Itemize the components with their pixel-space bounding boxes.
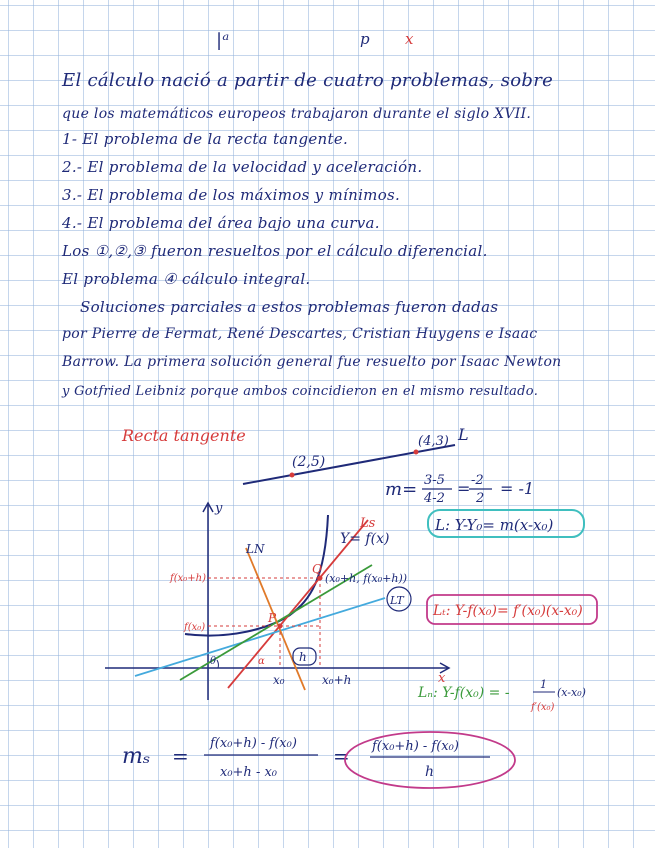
slope-den2: 2	[476, 491, 485, 506]
tangent-line-label: LT	[390, 594, 404, 607]
normal-frac-num: 1	[540, 678, 547, 691]
normal-eq-prefix: Lₙ: Y-f(x₀) = -	[418, 685, 510, 701]
formula-lhs: mₛ	[122, 744, 151, 769]
angle-b: α	[258, 656, 265, 667]
point-q: Q	[312, 562, 322, 576]
text-line-6: 4.- El problema del área bajo una curva.	[62, 214, 380, 232]
top-fragment-right: x	[405, 30, 414, 48]
formula-den: x₀+h - x₀	[220, 765, 278, 780]
top-fragment-middle: p	[360, 30, 370, 48]
curve-label: Y= f(x)	[340, 531, 390, 547]
y-label-top: f(x₀+h)	[170, 573, 206, 584]
text-line-9: Soluciones parciales a estos problemas fueron dadas	[80, 298, 499, 316]
axis-x-label: x	[438, 671, 446, 686]
x0h-label: x₀+h	[322, 673, 352, 687]
top-fragment-left: |ᵃ	[216, 30, 230, 51]
text-line-2: que los matemáticos europeos trabajaron durante el siglo XVII.	[62, 106, 532, 122]
text-line-8: El problema ④ cálculo integral.	[62, 270, 311, 288]
text-line-7: Los ①,②,③ fueron resueltos por el cálculo diferencial.	[62, 242, 488, 260]
slope-m: m=	[385, 479, 418, 500]
normal-frac-den: f′(x₀)	[531, 702, 555, 713]
formula-eq2: =	[333, 744, 350, 768]
normal-eq-suffix: (x-x₀)	[557, 686, 586, 699]
slope-den: 4-2	[424, 491, 445, 506]
formula-boxed-den: h	[425, 764, 435, 780]
formula-eq: =	[172, 744, 189, 768]
diagram-title: Recta tangente	[122, 426, 246, 445]
point-b-label: (4,3)	[418, 434, 449, 449]
y-label-bottom: f(x₀)	[184, 622, 206, 633]
formula-num: f(x₀+h) - f(x₀)	[210, 736, 297, 751]
slope-num2: -2	[471, 473, 484, 488]
secant-label: Ls	[360, 516, 376, 531]
angle-a: θ	[210, 656, 217, 667]
formula-boxed-num: f(x₀+h) - f(x₀)	[372, 739, 459, 754]
point-a-dot	[290, 473, 295, 478]
point-a-label: (2,5)	[292, 454, 326, 470]
point-p-dot	[278, 624, 283, 629]
point-q-dot	[318, 576, 323, 581]
point-q-coords: (x₀+h, f(x₀+h))	[325, 572, 408, 585]
text-line-10: por Pierre de Fermat, René Descartes, Cristian Huygens e Isaac	[62, 326, 538, 342]
text-line-11: Barrow. La primera solución general fue resuelto por Isaac Newton	[62, 354, 562, 370]
point-p: P	[268, 611, 277, 625]
svg-text:=: =	[457, 479, 471, 498]
normal-label: LN	[246, 542, 265, 556]
x0-label: x₀	[273, 673, 285, 687]
slope-result: = -1	[500, 479, 535, 498]
text-line-1: El cálculo nació a partir de cuatro problemas, sobre	[62, 70, 554, 91]
tangent-eq: Lₜ: Y-f(x₀)= f′(x₀)(x-x₀)	[433, 603, 583, 619]
text-line-5: 3.- El problema de los máximos y mínimos.	[62, 186, 401, 204]
text-line-4: 2.- El problema de la velocidad y aceleración.	[62, 158, 423, 176]
axis-y-label: y	[215, 501, 223, 516]
line-l-label: L	[458, 425, 469, 444]
line-eq: L: Y-Y₀= m(x-x₀)	[435, 516, 554, 534]
slope-num: 3-5	[424, 473, 445, 488]
h-label: h	[299, 650, 307, 664]
point-b-dot	[414, 450, 419, 455]
text-line-12: y Gotfried Leibniz porque ambos coincidieron en el mismo resultado.	[62, 384, 539, 399]
text-line-3: 1- El problema de la recta tangente.	[62, 130, 349, 148]
